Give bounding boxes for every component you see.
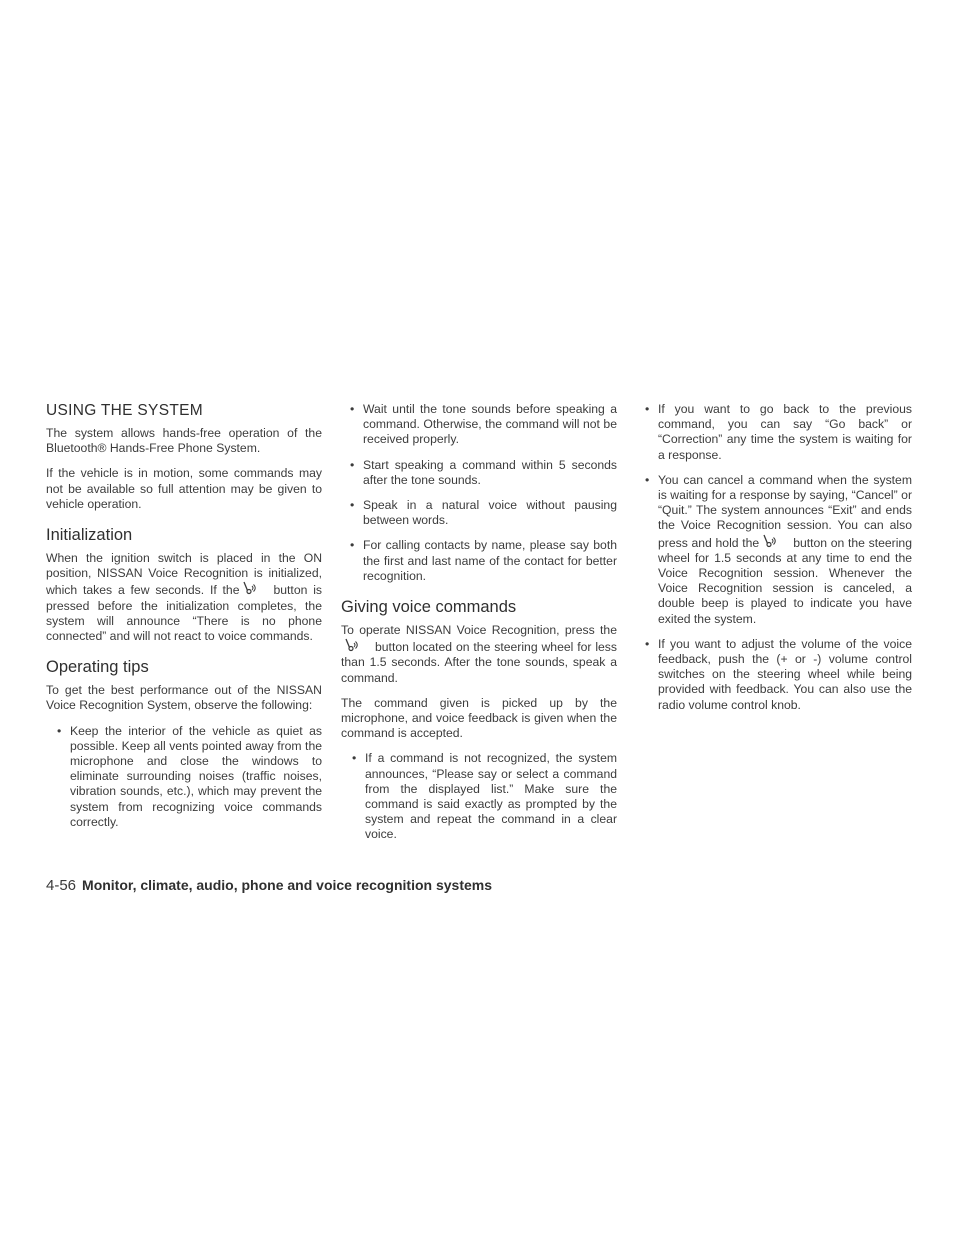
page-number: 4-56	[46, 877, 77, 894]
voice-commands-paragraph	[341, 623, 617, 686]
operating-tips-intro: To get the best performance out of the NISSAN Voice Recognition System, observe the following:	[46, 683, 322, 713]
column-left	[46, 402, 322, 840]
voice-commands-list-continued	[636, 402, 912, 713]
list-item: • Keep the interior of the vehicle as quiet as possible. Keep all vents pointed away from the microphone and close the windows to eliminate surrounding noises (traffic noises, vibration sounds, etc.), which may prevent the system from recognizing voice commands correctly.	[46, 724, 322, 830]
list-item: • If you want to adjust the volume of the voice feedback, push the (+ or -) volume control switches on the steering wheel while being provided with feedback. You can also use the radio volume control knob.	[636, 637, 912, 713]
list-item: • Start speaking a command within 5 seconds after the tone sounds.	[341, 458, 617, 488]
voice-recognition-talk-icon	[241, 581, 261, 595]
voice-recognition-talk-icon	[761, 534, 781, 548]
list-item	[636, 473, 912, 627]
page-footer	[46, 877, 492, 895]
initialization-paragraph	[46, 551, 322, 644]
list-item: • If a command is not recognized, the system announces, “Please say or select a command from the displayed list.” Make sure the command is said exactly as prompted by the system and repeat the command in a clear voice.	[341, 751, 617, 842]
intro-paragraph: The system allows hands-free operation of the Bluetooth® Hands-Free Phone System.	[46, 426, 322, 456]
motion-paragraph: If the vehicle is in motion, some commands may not be available so full attention may be given to vehicle operation.	[46, 466, 322, 511]
list-item: • Wait until the tone sounds before speaking a command. Otherwise, the command will not be received properly.	[341, 402, 617, 448]
operating-tips-list	[46, 724, 322, 830]
voice-feedback-paragraph: The command given is picked up by the microphone, and voice feedback is given when the command is accepted.	[341, 695, 617, 741]
heading-initialization: Initialization	[46, 526, 133, 545]
cancel-text-end: button on the steering wheel for 1.5 seconds at any time to end the Voice Recognition session. Whenever the Voice Recognition session is canceled, a double beep is played to indicate you have exited the system.	[658, 535, 912, 626]
list-item: • Speak in a natural voice without pausing between words.	[341, 498, 617, 528]
footer-section-title: Monitor, climate, audio, phone and voice recognition systems	[82, 877, 492, 893]
initialization-text-start: When the ignition switch is placed in the ON position, NISSAN Voice Recognition is initialized, which takes a few seconds. If the	[46, 551, 322, 598]
heading-operating-tips: Operating tips	[46, 658, 149, 677]
operating-tips-list-continued	[341, 402, 617, 584]
voice-commands-list	[341, 751, 617, 842]
list-item: • For calling contacts by name, please say both the first and last name of the contact for better recognition.	[341, 538, 617, 584]
heading-giving-voice-commands: Giving voice commands	[341, 598, 517, 617]
list-item: • If you want to go back to the previous command, you can say “Go back” or “Correction” any time the system is waiting for a response.	[636, 402, 912, 463]
voice-recognition-talk-icon	[343, 638, 363, 652]
column-right	[636, 402, 912, 723]
cancel-text-start: You can cancel a command when the system is waiting for a response by saying, “Cancel” or “Quit.” The system announces “Exit” and ends the Voice Recognition session. You can also press and hold the	[658, 472, 912, 550]
initialization-text-end: button is pressed before the initialization completes, the system will announce “There is no phone connected” and will not react to voice commands.	[46, 583, 322, 644]
column-middle	[341, 402, 617, 853]
voice-commands-text-start: To operate NISSAN Voice Recognition, press the	[341, 623, 617, 638]
voice-commands-text-end: button located on the steering wheel for less than 1.5 seconds. After the tone sounds, speak a command.	[341, 640, 617, 685]
section-title-using-the-system: USING THE SYSTEM	[46, 402, 203, 419]
